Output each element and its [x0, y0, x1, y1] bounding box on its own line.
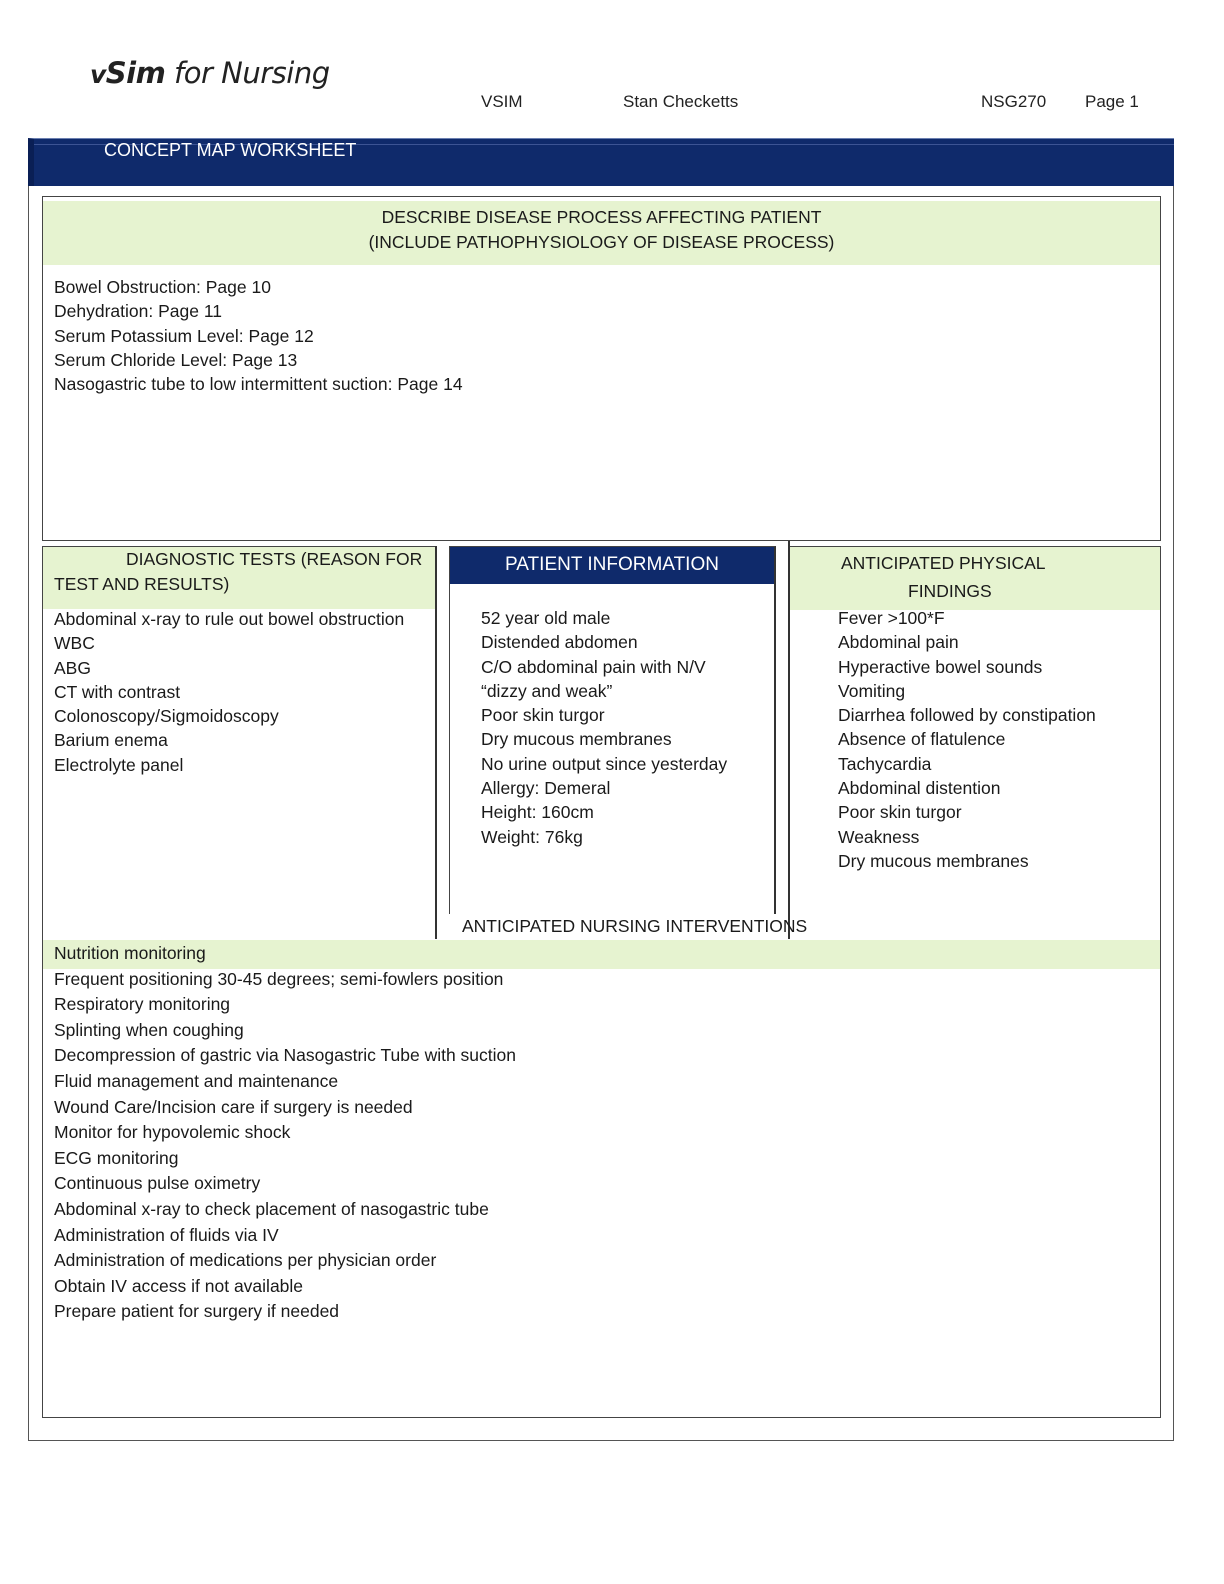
nursing-interventions-heading: ANTICIPATED NURSING INTERVENTIONS: [462, 916, 808, 936]
header-course: NSG270: [981, 92, 1047, 111]
list-item: Fluid management and maintenance: [54, 1070, 339, 1091]
nursing-interventions-list: [54, 941, 516, 1325]
list-item: Allergy: Demeral: [481, 778, 611, 799]
list-item: 52 year old male: [481, 608, 611, 628]
list-item: Bowel Obstruction: Page 10: [54, 277, 271, 297]
vsim-logo: vSim for Nursing: [90, 56, 330, 90]
diagnostic-tests-heading: DIAGNOSTIC TESTS (REASON FOR TEST AND RESULTS): [43, 547, 436, 609]
list-item: CT with contrast: [54, 681, 181, 702]
disease-process-list: [54, 275, 463, 396]
list-item: Obtain IV access if not available: [54, 1275, 304, 1296]
diagnostic-tests-list: [54, 607, 404, 777]
list-item: Continuous pulse oximetry: [54, 1173, 261, 1194]
diagnostic-tests-box: [42, 546, 436, 939]
patient-information-list: [481, 606, 727, 849]
list-item: Electrolyte panel: [54, 754, 184, 775]
list-item: Poor skin turgor: [481, 705, 605, 726]
list-item: Serum Potassium Level: Page 12: [54, 325, 314, 346]
list-item: Fever >100*F: [838, 608, 945, 628]
list-item: C/O abdominal pain with N/V: [481, 656, 706, 677]
nursing-interventions-box: [42, 939, 1161, 1418]
list-item: Dehydration: Page 11: [54, 301, 222, 322]
list-item: Weight: 76kg: [481, 826, 583, 847]
list-item: “dizzy and weak”: [481, 680, 613, 701]
list-item: WBC: [54, 633, 95, 654]
list-item: Nutrition monitoring: [54, 943, 206, 963]
worksheet-title: CONCEPT MAP WORKSHEET: [104, 140, 357, 160]
list-item: Decompression of gastric via Nasogastric Tube with suction: [54, 1045, 517, 1066]
list-item: Vomiting: [838, 680, 906, 701]
list-item: Hyperactive bowel sounds: [838, 656, 1043, 677]
list-item: Colonoscopy/Sigmoidoscopy: [54, 706, 279, 727]
list-item: Poor skin turgor: [838, 802, 962, 823]
patient-information-box: [449, 546, 776, 914]
list-item: Nasogastric tube to low intermittent suction: Page 14: [54, 374, 463, 395]
list-item: Abdominal x-ray to check placement of nasogastric tube: [54, 1198, 489, 1219]
list-item: ABG: [54, 657, 91, 678]
list-item: Frequent positioning 30-45 degrees; semi-fowlers position: [54, 968, 504, 989]
list-item: Barium enema: [54, 730, 168, 751]
disease-process-box: [42, 196, 1161, 541]
header-page-number: Page 1: [1085, 92, 1139, 111]
disease-process-heading: DESCRIBE DISEASE PROCESS AFFECTING PATIENT (INCLUDE PATHOPHYSIOLOGY OF DISEASE PROCESS): [43, 201, 1160, 265]
list-item: Splinting when coughing: [54, 1019, 244, 1040]
list-item: Abdominal x-ray to rule out bowel obstruction: [54, 609, 405, 629]
physical-findings-list: [838, 606, 1096, 873]
physical-findings-box: [790, 546, 1161, 939]
list-item: Administration of fluids via IV: [54, 1224, 279, 1245]
list-item: Weakness: [838, 826, 920, 847]
physical-findings-heading: ANTICIPATED PHYSICAL FINDINGS: [790, 547, 1160, 610]
list-item: Monitor for hypovolemic shock: [54, 1122, 291, 1143]
list-item: Administration of medications per physician order: [54, 1250, 437, 1271]
list-item: Serum Chloride Level: Page 13: [54, 349, 298, 370]
list-item: Absence of flatulence: [838, 729, 1006, 750]
list-item: Abdominal distention: [838, 778, 1001, 799]
list-item: Distended abdomen: [481, 632, 638, 653]
list-item: Diarrhea followed by constipation: [838, 705, 1096, 726]
column-divider: [435, 546, 437, 939]
header-student-name: Stan Checketts: [623, 92, 739, 111]
list-item: Prepare patient for surgery if needed: [54, 1301, 340, 1322]
list-item: Tachycardia: [838, 753, 932, 774]
list-item: No urine output since yesterday: [481, 753, 728, 774]
list-item: Dry mucous membranes: [481, 729, 672, 750]
list-item: Respiratory monitoring: [54, 994, 231, 1015]
list-item: ECG monitoring: [54, 1147, 179, 1168]
header-vsim: VSIM: [481, 92, 523, 111]
list-item: Wound Care/Incision care if surgery is needed: [54, 1096, 413, 1117]
worksheet-banner: [28, 138, 1174, 186]
list-item: Height: 160cm: [481, 802, 594, 823]
list-item: Abdominal pain: [838, 632, 959, 653]
patient-information-heading: PATIENT INFORMATION: [450, 547, 774, 584]
list-item: Dry mucous membranes: [838, 850, 1029, 871]
